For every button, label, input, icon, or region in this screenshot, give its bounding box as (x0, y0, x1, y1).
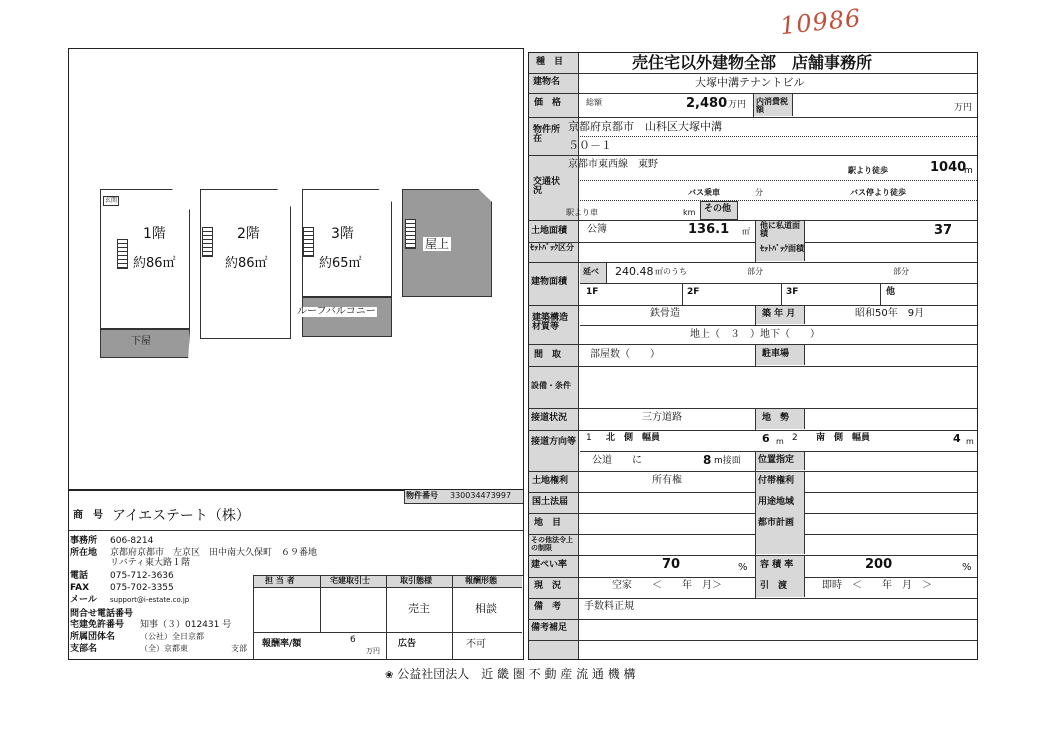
frontage-suffix: m接面 (714, 456, 741, 466)
building-name: 大塚中溝テナントビル (695, 76, 805, 89)
type-label: 種 目 (536, 57, 564, 67)
tel-label: 電話 (70, 571, 89, 581)
road-status: 三方道路 (642, 412, 682, 423)
attached-right-label: 付帯権利 (758, 476, 795, 486)
remarks2-label: 備考補足 (531, 623, 568, 633)
company-name: アイエステート（株） (112, 508, 250, 524)
structure: 鉄骨造 (650, 308, 680, 319)
group-label: 所属団体名 (70, 632, 116, 642)
divider (386, 576, 387, 660)
line-station: 京都市東西線 東野 (568, 159, 658, 170)
stairs-icon (117, 239, 128, 269)
floor-plan-panel (68, 48, 524, 490)
other-limit-label: その他法令上の制限 (531, 536, 573, 552)
ad-value: 不可 (466, 639, 486, 650)
branch-suffix: 支部 (231, 644, 247, 653)
mail-label: メール (70, 595, 97, 605)
far-label: 容 積 率 (760, 560, 794, 570)
bus-unit: 分 (755, 188, 763, 197)
parking-label: 駐車場 (762, 349, 790, 359)
fee-value: 6 (350, 635, 356, 645)
name-label: 建物名 (533, 77, 561, 87)
fee-label: 報酬率/額 (262, 639, 302, 649)
hoshu-header: 報酬形態 (465, 576, 497, 585)
tanto-header: 担 当 者 (265, 576, 295, 585)
road1-width: 6 (762, 432, 770, 445)
frontage: 8 (703, 453, 712, 467)
location-line2: ５０－１ (568, 139, 612, 152)
rooftop-label: 屋上 (425, 237, 450, 251)
handwritten-number: 10986 (778, 3, 863, 41)
floor-2-area: 約86㎡ (225, 256, 268, 271)
zoning-label: 用途地域 (758, 497, 795, 507)
floor-1f-label: 1F (586, 287, 599, 297)
property-type: 売住宅以外建物全部 店舗事務所 (632, 53, 873, 72)
stairs-icon (303, 227, 314, 257)
part-label-2: 部分 (893, 267, 909, 276)
road1-unit: m (776, 437, 784, 446)
city-plan-label: 都市計画 (758, 518, 795, 528)
car-unit: km (683, 208, 696, 217)
national-law-label: 国土法届 (532, 497, 569, 507)
road2-unit: m (966, 437, 974, 446)
property-no: 330034473997 (450, 491, 512, 500)
office-label: 事務所 (70, 536, 98, 546)
divider (320, 576, 321, 632)
setback-label: ｾｯﾄﾊﾞｯｸ区分 (530, 243, 574, 252)
rooms: 部屋数（ ） (590, 349, 660, 360)
total-area: 240.48 (615, 265, 654, 278)
far-value: 200 (865, 557, 893, 572)
bus-label: バス乗車 (688, 188, 720, 197)
floor-3f-label: 3F (786, 287, 799, 297)
footer-text: 公益社団法人 近 畿 圏 不 動 産 流 通 機 構 (397, 667, 636, 681)
built-date: 昭和50年 9月 (855, 308, 925, 319)
private-road-label: 他に私道面積 (760, 221, 800, 238)
fee-unit: 万円 (366, 647, 380, 655)
floor-1-area: 約86㎡ (133, 256, 176, 271)
torihiki-header: 取引態様 (400, 576, 432, 585)
status-label: 現 況 (534, 581, 562, 591)
shimoya-label: 下屋 (131, 336, 151, 347)
address-line1: 京都府京都市 左京区 田中南大久保町 ６９番地 (110, 548, 318, 558)
transport-label: 交通状況 (533, 177, 561, 196)
terrain-label: 地 勢 (762, 413, 790, 423)
land-right: 所有権 (652, 475, 682, 486)
price-prefix: 総額 (586, 98, 602, 107)
road-status-label: 接道状況 (531, 413, 568, 423)
contact-label: 問合せ電話番号 (70, 609, 134, 619)
floor-3-plan (302, 189, 392, 297)
group: （公社）全日京都 (140, 632, 204, 641)
chimoku-label: 地 目 (534, 518, 562, 528)
branch-label: 支部名 (70, 644, 98, 654)
far-pct: % (962, 562, 972, 573)
structure-label: 建築構造材質等 (532, 313, 569, 332)
ad-label: 広告 (398, 639, 417, 649)
floor-other-label: 他 (886, 287, 896, 297)
floor-3-label: 3階 (331, 226, 354, 242)
other-label: その他 (704, 204, 732, 214)
land-area: 136.1 (688, 222, 730, 237)
remarks-label: 備 考 (534, 602, 562, 612)
land-label: 土地面積 (531, 226, 568, 236)
price-value: 2,480 (686, 96, 728, 111)
walk-unit: m (964, 166, 973, 176)
road2-width: 4 (953, 432, 961, 445)
coverage-label: 建ぺい率 (531, 560, 568, 570)
price-label: 価 格 (534, 98, 562, 108)
layout-label: 間 取 (534, 350, 562, 360)
divider (452, 576, 453, 660)
total-area-suffix: ㎡のうち (655, 267, 687, 276)
footer-organization (385, 665, 636, 682)
location-line1: 京都府京都市 山科区大塚中溝 (568, 120, 722, 133)
bus-stop-label: バス停より徒歩 (850, 188, 906, 197)
floor-2f-label: 2F (687, 287, 700, 297)
location-label: 物件所在 (533, 125, 561, 144)
license: 知事（３）012431 号 (140, 620, 232, 630)
car-label: 駅より車 (566, 208, 598, 217)
private-road-area: 37 (934, 223, 953, 238)
takken-header: 宅建取引士 (330, 576, 370, 585)
facility-label: 設備・条件 (531, 381, 571, 390)
walk-distance: 1040 (930, 160, 967, 175)
road1-no: 1 (586, 433, 592, 443)
part-label-1: 部分 (747, 267, 763, 276)
entrance-label: 玄関 (105, 197, 118, 204)
org-logo-icon: ❀ (385, 670, 394, 681)
building-area-label: 建物面積 (531, 277, 568, 287)
stories: 地上（ ３ ）地下（ ） (690, 329, 820, 340)
handover: 即時 ＜ 年 月 ＞ (822, 580, 932, 591)
position-label: 位置指定 (758, 455, 795, 465)
remarks: 手数料正規 (584, 601, 634, 612)
tax-unit: 万円 (954, 103, 973, 113)
address-line2: リバティ東大路１階 (110, 558, 191, 568)
floor-1-label: 1階 (143, 226, 166, 242)
road2-no: 2 (792, 433, 798, 443)
coverage-value: 70 (662, 557, 681, 572)
fax: 075-702-3355 (110, 583, 174, 593)
handover-label: 引 渡 (760, 581, 788, 591)
setback-area-label: ｾｯﾄﾊﾞｯｸ面積 (760, 244, 804, 253)
walk-label: 駅より徒歩 (848, 166, 888, 175)
roof-balcony-area (302, 297, 392, 337)
property-no-label: 物件番号 (406, 491, 438, 500)
hoshu-value: 相談 (475, 602, 497, 615)
tel: 075-712-3636 (110, 571, 174, 581)
stairs-icon (202, 227, 213, 257)
branch: （全）京都東 (140, 644, 188, 653)
land-type: 公簿 (587, 224, 607, 235)
torihiki-value: 売主 (408, 602, 430, 615)
road1-desc: 北 側 幅員 (606, 433, 661, 443)
road-direction-label: 接道方向等 (531, 437, 577, 447)
built-label: 築 年 月 (762, 309, 796, 319)
fax-label: FAX (70, 583, 90, 593)
land-unit: ㎡ (742, 227, 750, 236)
divider (69, 530, 523, 531)
public-road: 公道 に (592, 455, 642, 466)
mail[interactable]: support@i-estate.co.jp (110, 596, 190, 604)
zip: 606-8214 (110, 536, 154, 546)
coverage-pct: % (738, 562, 748, 573)
address-label: 所在地 (70, 548, 98, 558)
price-unit: 万円 (728, 100, 747, 110)
stairs-icon (405, 219, 416, 249)
road2-desc: 南 側 幅員 (816, 433, 871, 443)
tax-label: 内消費税額 (756, 97, 788, 114)
status: 空家 ＜ 年 月＞ (612, 580, 722, 591)
divider (254, 632, 522, 633)
land-right-label: 土地権利 (532, 476, 569, 486)
roof-balcony-label: ルーフバルコニー (297, 306, 376, 317)
license-label: 宅建免許番号 (70, 620, 125, 630)
floor-3-area: 約65㎡ (319, 256, 362, 271)
total-area-label: 延べ (583, 267, 599, 276)
shogo-label: 商 号 (73, 510, 103, 521)
floor-2-label: 2階 (237, 226, 260, 242)
